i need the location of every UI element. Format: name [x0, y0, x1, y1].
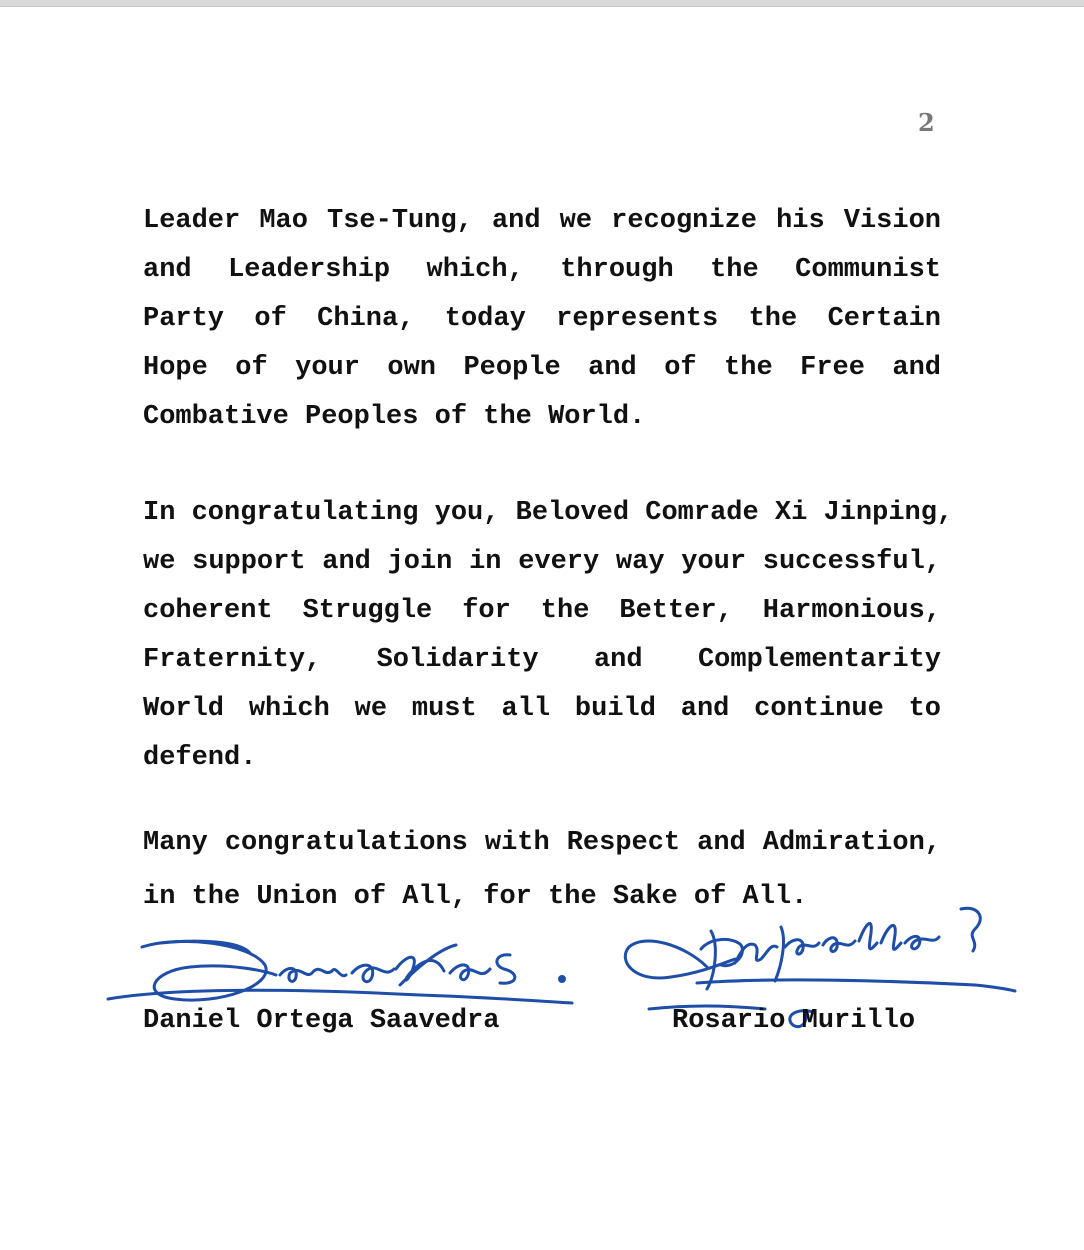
- text-line: In congratulating you, Beloved Comrade Xi Jinping,: [143, 498, 954, 528]
- signatory-name-2: Rosario Murillo: [672, 1006, 916, 1036]
- text-line: defend.: [143, 743, 257, 773]
- text-line: coherent Struggle for the Better, Harmonious,: [143, 596, 941, 626]
- text-line: in the Union of All, for the Sake of All.: [143, 882, 808, 912]
- signatory-name-1: Daniel Ortega Saavedra: [143, 1006, 500, 1036]
- text-line: Fraternity, Solidarity and Complementarity: [143, 645, 941, 675]
- paragraph-1: [143, 197, 941, 442]
- page-number: 2: [918, 108, 935, 137]
- text-line: and Leadership which, through the Communist: [143, 255, 941, 285]
- text-line: World which we must all build and continue to: [143, 694, 941, 724]
- paragraph-2: [143, 489, 954, 783]
- text-line: we support and join in every way your successful,: [143, 547, 941, 577]
- text-line: Combative Peoples of the World.: [143, 402, 646, 432]
- text-line: Leader Mao Tse-Tung, and we recognize his Vision: [143, 206, 941, 236]
- text-line: Hope of your own People and of the Free and: [143, 353, 941, 383]
- text-line: Many congratulations with Respect and Admiration,: [143, 828, 941, 858]
- signature-daniel-ortega-icon: [100, 925, 590, 1015]
- viewer-top-border: [0, 0, 1084, 7]
- text-line: Party of China, today represents the Certain: [143, 304, 941, 334]
